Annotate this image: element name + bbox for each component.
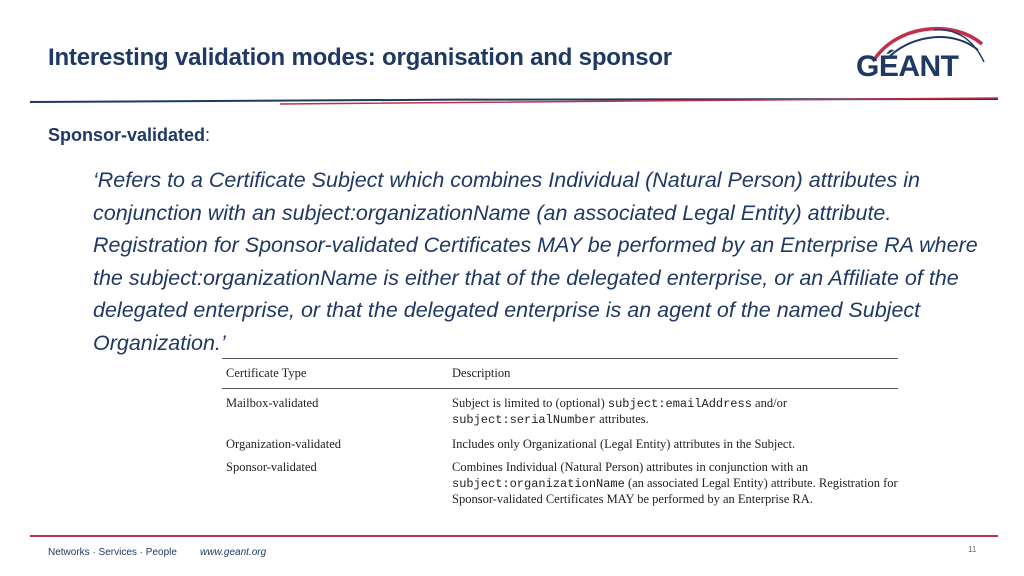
row-description: Subject is limited to (optional) subject:emailAddress and/or subject:serialNumber attributes. xyxy=(452,395,787,427)
subheading-colon: : xyxy=(205,125,211,145)
row-type: Sponsor-validated xyxy=(226,460,317,474)
footer-url-link[interactable]: www.geant.org xyxy=(200,547,267,558)
table-row xyxy=(222,460,898,508)
row-type: Mailbox-validated xyxy=(226,395,319,410)
row-description: Includes only Organizational (Legal Entity) attributes in the Subject. xyxy=(452,436,796,451)
section-subheading xyxy=(48,125,210,146)
definition-quote: ‘Refers to a Certificate Subject which combines Individual (Natural Person) attributes in conjunction with an subject:organizationName (an associated Legal Entity) attribute. Registration for Sponsor-validated Certificates MAY be performed by an Enterprise RA where the subject:organizationName is either that of the delegated enterprise, or an Affiliate of the delegated enterprise, or that the delegated enterprise is an agent of the named Subject Organization.’ xyxy=(93,168,978,355)
footer-divider xyxy=(30,535,998,537)
logo-wordmark: GÉANT xyxy=(856,50,959,83)
table-header-rule xyxy=(222,388,898,389)
table-row xyxy=(222,396,898,429)
title-divider xyxy=(30,96,998,108)
subheading-text: Sponsor-validated xyxy=(48,125,206,145)
slide-title: Interesting validation modes: organisation and sponsor xyxy=(48,44,672,71)
certificate-type-table xyxy=(222,358,898,508)
footer-tagline: Networks · Services · People xyxy=(48,547,177,558)
header-certificate-type: Certificate Type xyxy=(226,366,307,380)
geant-logo xyxy=(856,22,988,84)
row-type: Organization-validated xyxy=(226,436,342,451)
header-description: Description xyxy=(452,366,511,380)
row-description: Combines Individual (Natural Person) attributes in conjunction with an subject:organizationName (an associated Legal Entity) attribute. Registration for Sponsor-validated Certificates MAY be performed by an Enterprise RA. xyxy=(452,460,898,506)
page-number: 11 xyxy=(968,545,977,554)
table-row xyxy=(222,437,898,453)
table-header-row xyxy=(222,359,898,388)
